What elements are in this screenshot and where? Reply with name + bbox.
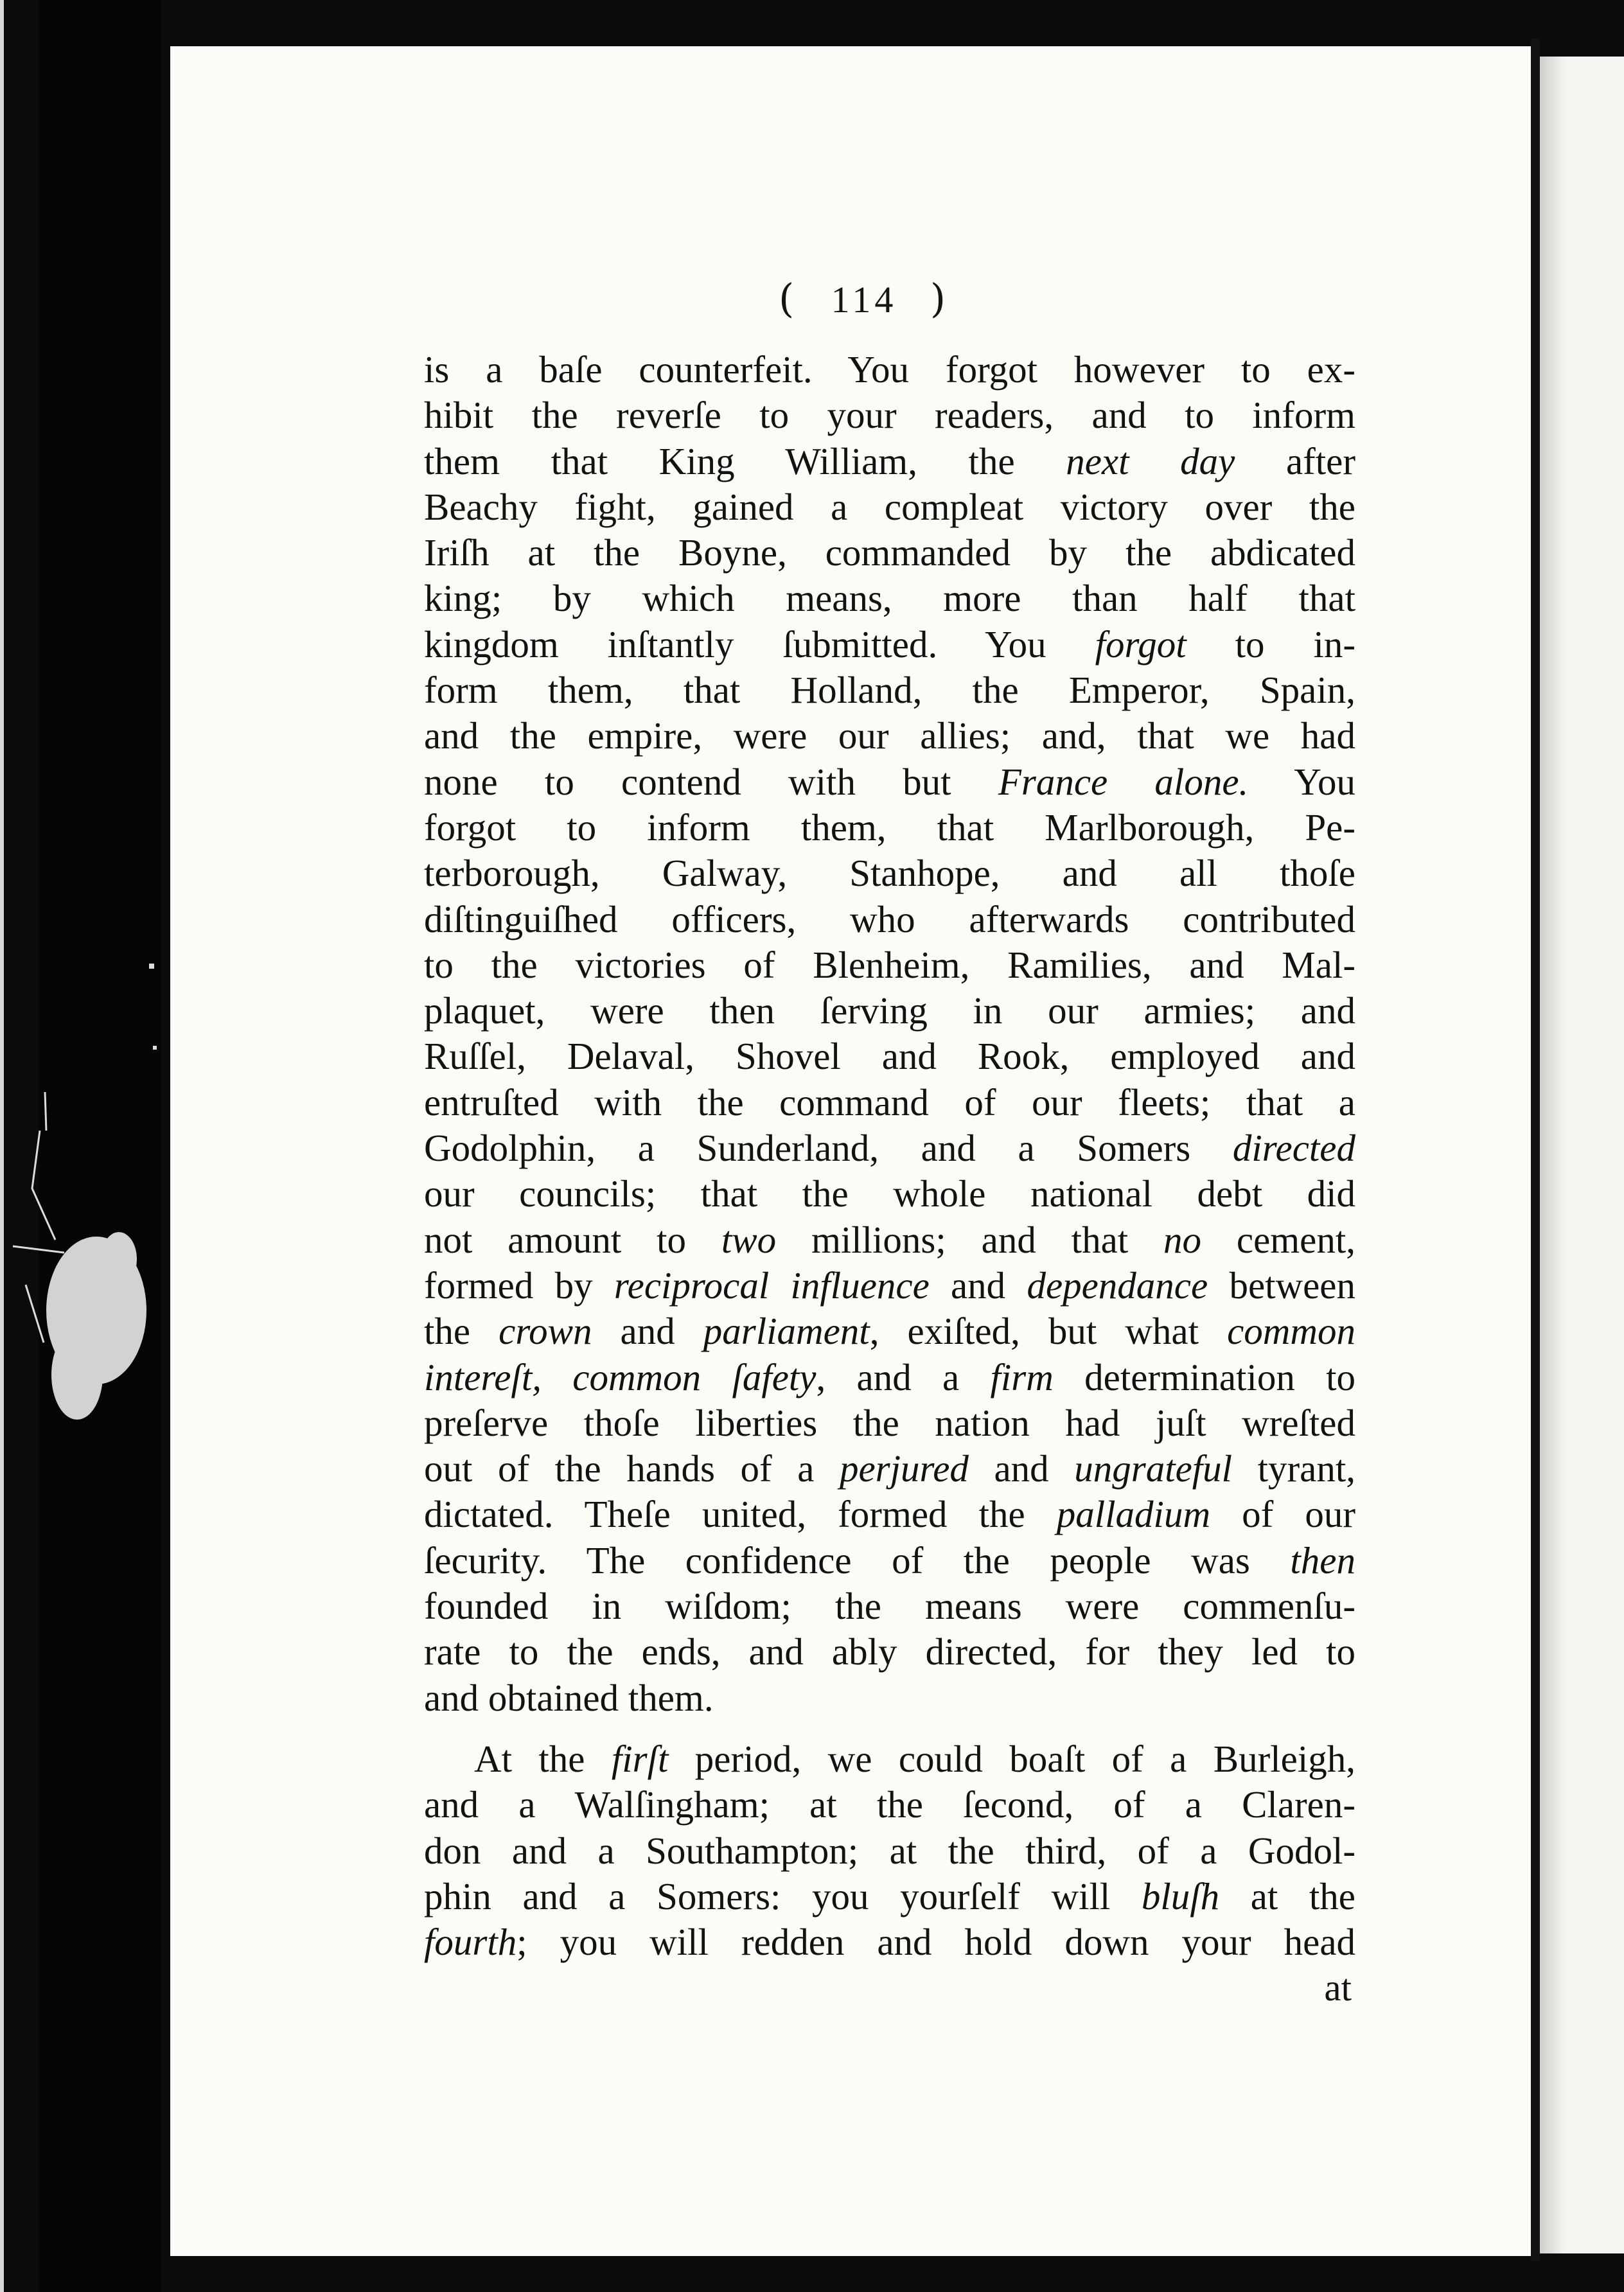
text-segment: tyrant, [1232, 1447, 1356, 1490]
text-line [424, 1400, 1355, 1446]
text-line [424, 1355, 1355, 1400]
text-segment: and [592, 1310, 703, 1353]
italic-text: reciprocal influence [613, 1264, 930, 1307]
text-segment: , exiſted, but what [869, 1310, 1228, 1353]
text-segment: plaquet, were then ſerving in our armies; and [424, 989, 1355, 1032]
text-line [424, 1446, 1355, 1492]
folio-open-paren: ( [778, 275, 799, 322]
page-gutter [1531, 39, 1540, 2261]
text-line [424, 1828, 1355, 1874]
text-segment: Iriſh at the Boyne, commanded by the abdicated [424, 531, 1355, 574]
italic-text: parliament [703, 1310, 870, 1353]
body-text [424, 347, 1355, 2011]
text-segment: preſerve thoſe liberties the nation had juſt wreſted [424, 1401, 1355, 1444]
text-line [424, 1538, 1355, 1583]
text-segment: entruſted with the command of our fleets; that a [424, 1080, 1355, 1124]
paragraph-gap [424, 1721, 1355, 1736]
text-segment: our councils; that the whole national debt did [424, 1172, 1355, 1215]
text-line [424, 392, 1355, 438]
text-segment: them that King William, the [424, 439, 1066, 482]
italic-text: ungrateful [1074, 1447, 1233, 1490]
text-line [424, 1629, 1355, 1675]
italic-text: perjured [839, 1447, 969, 1490]
text-segment: formed by [424, 1264, 614, 1307]
text-segment: and a Walſingham; at the ſecond, of a Claren- [424, 1783, 1355, 1826]
text-line [424, 805, 1355, 851]
text-segment: of our [1210, 1493, 1356, 1536]
text-segment: forgot to inform them, that Marlborough, Pe- [424, 806, 1355, 849]
text-line [424, 1492, 1355, 1537]
text-line [424, 667, 1355, 713]
text-line [424, 1125, 1355, 1171]
text-segment: at the [1219, 1874, 1355, 1917]
text-segment: is a baſe counterfeit. You forgot however to ex- [424, 348, 1355, 391]
text-line [424, 439, 1355, 484]
catchword: at [1324, 1966, 1352, 2009]
italic-text: common [1227, 1310, 1355, 1353]
text-line [424, 942, 1355, 988]
text-segment: rate to the ends, and ably directed, for they led to [424, 1630, 1355, 1673]
text-line [424, 988, 1355, 1034]
text-segment: to the victories of Blenheim, Ramilies, and Mal- [424, 943, 1355, 986]
italic-text: palladium [1056, 1493, 1211, 1536]
text-segment: and [968, 1447, 1075, 1490]
text-segment: , and a [816, 1355, 991, 1398]
text-segment: millions; and that [776, 1218, 1164, 1261]
text-line [424, 1583, 1355, 1629]
text-segment: out of the hands of a [424, 1447, 840, 1490]
text-segment: don and a Southampton; at the third, of a Godol- [424, 1829, 1355, 1872]
text-line [424, 851, 1355, 896]
folio-close-paren: ) [930, 275, 950, 322]
text-line [424, 1034, 1355, 1079]
text-line [424, 576, 1355, 621]
text-segment: At the [474, 1737, 612, 1780]
italic-text: next day [1066, 439, 1235, 482]
text-segment: diſtinguiſhed officers, who afterwards contributed [424, 897, 1355, 940]
binding-edge-marks [0, 0, 167, 2292]
folio-number: 114 [831, 279, 897, 321]
text-segment: cement, [1201, 1218, 1355, 1261]
text-line [424, 897, 1355, 942]
text-line [424, 530, 1355, 576]
text-segment: period, we could boaſt of a Burleigh, [668, 1737, 1355, 1780]
italic-text: bluſh [1141, 1874, 1220, 1917]
text-line [424, 1736, 1355, 1782]
text-segment: dictated. Theſe united, formed the [424, 1493, 1057, 1536]
text-line [424, 1217, 1355, 1263]
text-line [424, 759, 1355, 805]
text-line [424, 1675, 1355, 1721]
text-segment: founded in wiſdom; the means were commenſu- [424, 1585, 1355, 1628]
italic-text: directed [1232, 1127, 1355, 1170]
text-line [424, 484, 1355, 530]
italic-text: France alone. [998, 760, 1249, 803]
italic-text: two [721, 1218, 777, 1261]
text-line [424, 1919, 1355, 1965]
text-segment: form them, that Holland, the Emperor, Spain, [424, 669, 1355, 712]
text-line [424, 347, 1355, 392]
italic-text: forgot [1095, 622, 1187, 666]
text-segment: to in- [1186, 622, 1356, 666]
text-segment: king; by which means, more than half that [424, 577, 1355, 620]
text-segment: none to contend with but [424, 760, 998, 803]
italic-text: firſt [611, 1737, 669, 1780]
text-segment: phin and a Somers: you yourſelf will [424, 1874, 1142, 1917]
text-line [424, 1874, 1355, 1919]
italic-text: fourth [424, 1921, 517, 1964]
italic-text: no [1163, 1218, 1202, 1261]
text-segment: Ruſſel, Delaval, Shovel and Rook, employed and [424, 1035, 1355, 1078]
text-segment: terborough, Galway, Stanhope, and all thoſe [424, 852, 1355, 895]
text-segment: You [1248, 760, 1355, 803]
italic-text: intereſt, common ſafety [424, 1355, 816, 1398]
text-segment: ; you will redden and hold down your head [516, 1921, 1355, 1964]
text-segment: after [1235, 439, 1356, 482]
italic-text: firm [990, 1355, 1054, 1398]
text-line [424, 622, 1355, 667]
text-line [424, 1309, 1355, 1354]
text-segment: between [1208, 1264, 1355, 1307]
text-segment: and obtained them. [424, 1676, 714, 1719]
text-line [424, 1080, 1355, 1125]
page-number [729, 275, 999, 322]
text-line [424, 1263, 1355, 1309]
text-line [424, 713, 1355, 759]
text-line [424, 1171, 1355, 1217]
italic-text: dependance [1027, 1264, 1208, 1307]
text-segment: ſecurity. The confidence of the people was [424, 1538, 1291, 1582]
text-segment: Godolphin, a Sunderland, and a Somers [424, 1127, 1233, 1170]
text-segment: not amount to [424, 1218, 721, 1261]
text-segment: and [929, 1264, 1027, 1307]
text-segment: and the empire, were our allies; and, that we had [424, 714, 1355, 757]
italic-text: then [1290, 1538, 1355, 1582]
text-segment: Beachy fight, gained a compleat victory over the [424, 485, 1355, 528]
text-segment: kingdom inſtantly ſubmitted. You [424, 622, 1095, 666]
text-line [424, 1782, 1355, 1828]
text-segment: the [424, 1310, 499, 1353]
text-segment: determination to [1053, 1355, 1356, 1398]
text-segment: hibit the reverſe to your readers, and to inform [424, 394, 1355, 437]
facing-page-shadow [1540, 57, 1566, 2253]
italic-text: crown [499, 1310, 592, 1353]
